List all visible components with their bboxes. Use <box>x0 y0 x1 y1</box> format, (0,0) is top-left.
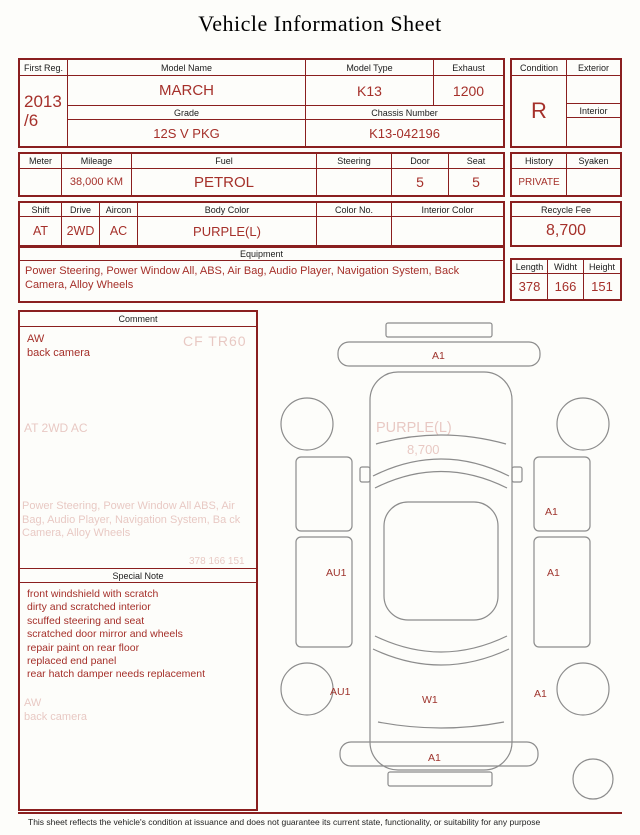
first-reg-value <box>20 76 68 146</box>
roof-outline <box>384 502 498 620</box>
panel-label-front-bumper: A1 <box>432 350 445 362</box>
note-line: rear hatch damper needs replacement <box>27 668 206 681</box>
rear-plate <box>388 772 492 786</box>
wheel-front-left <box>281 398 333 450</box>
panel-label-left-rear: AU1 <box>330 686 351 698</box>
ghost-text: CF TR60 <box>183 333 247 349</box>
model-type-label: Model Type <box>306 60 434 76</box>
interior-color-label: Interior Color <box>392 203 503 217</box>
history-label: History <box>512 154 567 169</box>
page-title: Vehicle Information Sheet <box>198 11 442 36</box>
note-line: front windshield with scratch <box>27 588 159 600</box>
body-color-value: PURPLE(L) <box>138 217 317 245</box>
panel-label-left-door: AU1 <box>326 567 347 579</box>
shift-label: Shift <box>20 203 62 217</box>
width-value: 166 <box>548 274 584 299</box>
model-type-value: K13 <box>306 76 434 106</box>
car-body-outline <box>370 372 512 770</box>
first-reg-label: First Reg. <box>20 60 68 76</box>
length-value: 378 <box>512 274 548 299</box>
special-note-content <box>20 583 256 809</box>
panel-label-trunk: W1 <box>422 694 438 706</box>
right-rear-panel <box>534 537 590 647</box>
spare-wheel <box>573 759 613 799</box>
windshield-line <box>373 459 509 476</box>
grade-value: 12S V PKG <box>68 120 306 146</box>
seat-value: 5 <box>472 174 480 190</box>
side-mirror-left <box>360 467 370 482</box>
recycle-fee-table <box>510 201 622 247</box>
mileage-value: 38,000 KM <box>62 169 132 195</box>
panel-label-rear-bumper: A1 <box>428 752 441 764</box>
car-diagram <box>266 318 624 804</box>
width-label: Widht <box>548 260 584 274</box>
footer-divider <box>18 812 622 814</box>
aircon-value: AC <box>100 217 138 245</box>
equipment-text: Power Steering, Power Window All, ABS, Air Bag, Audio Player, Navigation System, Back Camera, Alloy Wheels <box>25 265 460 291</box>
mileage-label: Mileage <box>62 154 132 169</box>
exhaust-value: 1200 <box>434 76 503 106</box>
history-table <box>510 152 622 197</box>
model-name-value: MARCH <box>68 76 306 106</box>
ghost-text: AT 2WD AC <box>24 421 88 435</box>
meter-label: Meter <box>20 154 62 169</box>
grade-label: Grade <box>68 106 306 120</box>
chassis-number-label: Chassis Number <box>306 106 503 120</box>
disclaimer-text: This sheet reflects the vehicle's condition at issuance and does not guarantee its current state, functionality, or suitability for any purpose <box>28 817 541 827</box>
ghost-text: 378 166 151 <box>189 556 245 567</box>
ghost-text: AW <box>24 697 42 709</box>
body-color-label: Body Color <box>138 203 317 217</box>
detail-table <box>18 201 505 247</box>
condition-label: Condition <box>512 60 567 76</box>
comment-line: back camera <box>27 347 90 359</box>
aircon-label: Aircon <box>100 203 138 217</box>
seat-label: Seat <box>449 154 503 169</box>
color-no-label: Color No. <box>317 203 392 217</box>
spec-table <box>18 152 505 197</box>
left-rear-panel <box>296 537 352 647</box>
interior-color-value <box>392 217 503 245</box>
fuel-label: Fuel <box>132 154 317 169</box>
syaken-value <box>567 169 620 195</box>
ghost-text: 8,700 <box>407 442 440 457</box>
left-front-panel <box>296 457 352 531</box>
exterior-value <box>567 76 620 104</box>
rear-window-line <box>375 636 507 652</box>
height-label: Height <box>584 260 620 274</box>
recycle-fee-label: Recycle Fee <box>512 203 620 217</box>
length-label: Length <box>512 260 548 274</box>
exterior-label: Exterior <box>567 60 620 76</box>
history-value: PRIVATE <box>512 169 567 195</box>
condition-value: R <box>512 76 567 146</box>
steering-label: Steering <box>317 154 392 169</box>
first-reg-month: /6 <box>24 111 39 130</box>
note-line: replaced end panel <box>27 655 117 668</box>
shift-value: AT <box>20 217 62 245</box>
first-reg-year: 2013 <box>24 92 62 111</box>
wheel-rear-left <box>281 663 333 715</box>
equipment-table <box>18 246 505 303</box>
condition-table <box>510 58 622 148</box>
fuel-value: PETROL <box>132 169 317 195</box>
meter-value <box>20 169 62 195</box>
windshield-line <box>375 472 507 489</box>
exhaust-label: Exhaust <box>434 60 503 76</box>
interior-label: Interior <box>567 104 620 118</box>
special-note-label: Special Note <box>20 568 256 583</box>
wheel-front-right <box>557 398 609 450</box>
door-label: Door <box>392 154 449 169</box>
steering-value <box>317 169 392 195</box>
chassis-number-value: K13-042196 <box>369 125 440 141</box>
drive-label: Drive <box>62 203 100 217</box>
dimensions-table <box>510 258 622 301</box>
front-plate <box>386 323 492 337</box>
color-no-value <box>317 217 392 245</box>
syaken-label: Syaken <box>567 154 620 169</box>
panel-label-right-rear: A1 <box>534 688 547 700</box>
interior-value <box>567 118 620 146</box>
drive-value: 2WD <box>62 217 100 245</box>
wheel-rear-right <box>557 663 609 715</box>
model-name-label: Model Name <box>68 60 306 76</box>
ghost-text: back camera <box>24 711 87 723</box>
recycle-fee-value: 8,700 <box>545 222 587 239</box>
panel-label-right-door: A1 <box>547 567 560 579</box>
trunk-line <box>378 722 504 728</box>
door-value: 5 <box>392 169 449 195</box>
hood-line <box>376 435 506 444</box>
right-front-panel <box>534 457 590 531</box>
ghost-text: PURPLE(L) <box>376 420 452 436</box>
equipment-label: Equipment <box>20 248 503 261</box>
note-line: scratched door mirror and wheels <box>27 628 183 641</box>
note-line: scuffed steering and seat <box>27 614 145 627</box>
comment-line: AW <box>27 333 45 345</box>
note-line: dirty and scratched interior <box>27 601 151 614</box>
comment-label: Comment <box>20 312 256 327</box>
note-line: repair paint on rear floor <box>27 641 140 654</box>
height-value: 151 <box>591 279 613 294</box>
ghost-text: Power Steering, Power Window All ABS, Air Bag, Audio Player, Navigation System, Ba ck Camera, Alloy Wheels <box>22 500 241 539</box>
panel-label-right-front: A1 <box>545 506 558 518</box>
side-mirror-right <box>512 467 522 482</box>
registration-table <box>18 58 505 148</box>
